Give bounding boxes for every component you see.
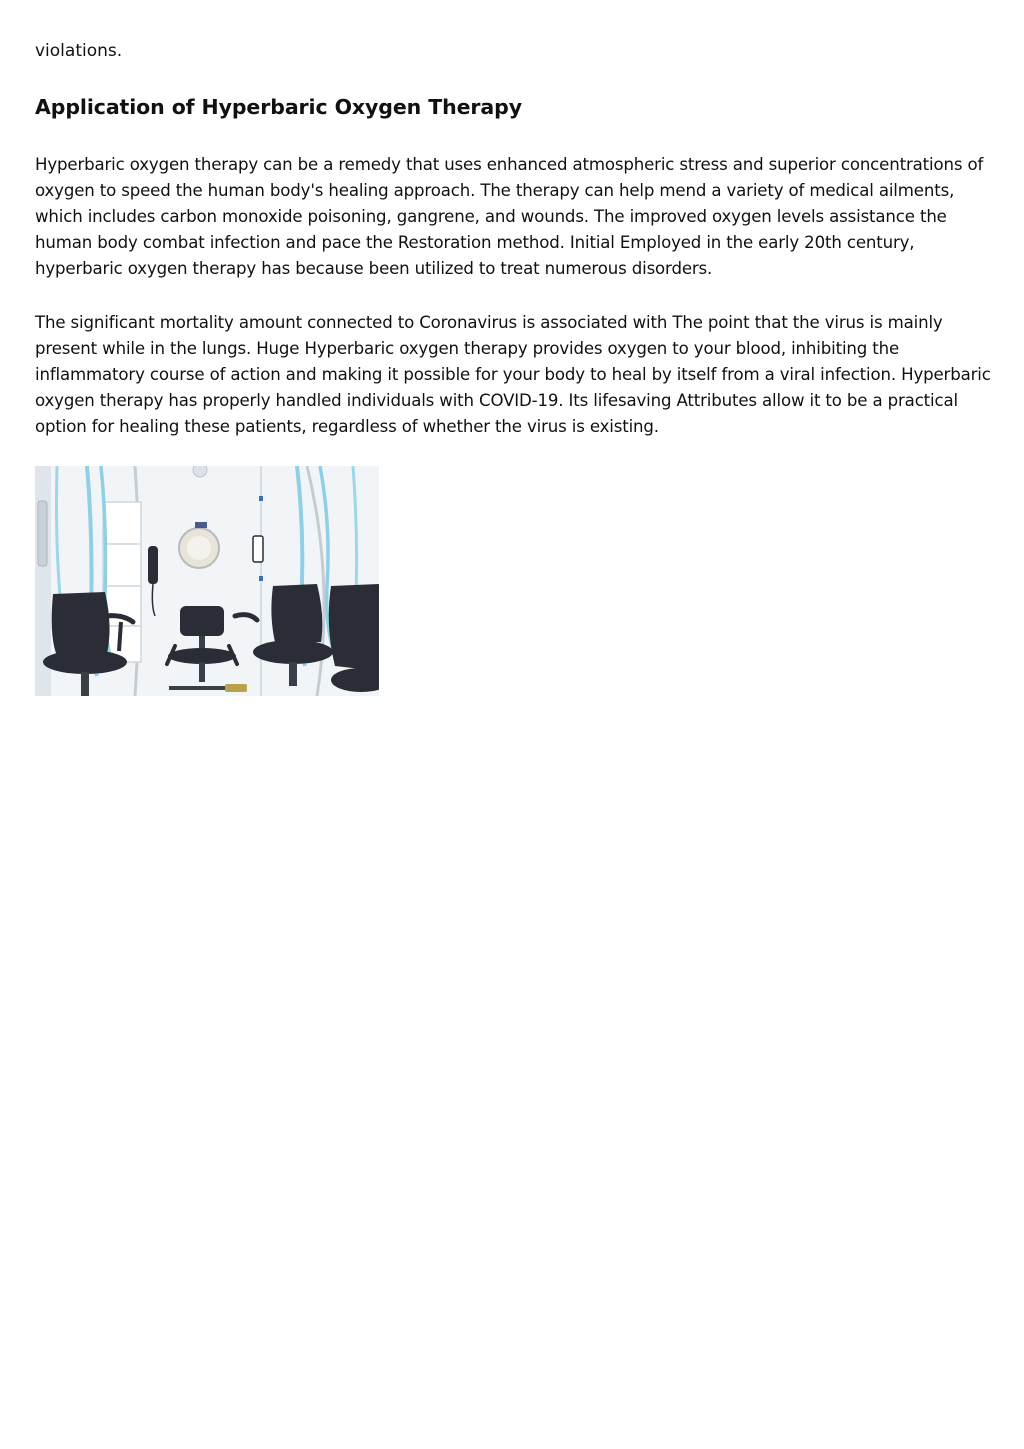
- lead-text: violations.: [35, 41, 123, 61]
- hyperbaric-chamber-photo: [35, 466, 379, 696]
- paragraph-2: The significant mortality amount connected to Coronavirus is associated with The point that the virus is mainly present while in the lungs. Huge Hyperbaric oxygen therapy provides oxygen to your blood, inhibiting the inflammatory course of action and making it possible for your body to heal by itself from a viral infection. Hyperbaric oxygen therapy has properly handled individuals with COVID-19. Its lifesaving Attributes allow it to be a practical option for healing these patients, regardless of whether the virus is existing.: [35, 313, 991, 436]
- chamber-illustration: [35, 466, 379, 696]
- paragraph-1: Hyperbaric oxygen therapy can be a remedy that uses enhanced atmospheric stress and superior concentrations of oxygen to speed the human body's healing approach. The therapy can help mend a variety of medical ailments, which includes carbon monoxide poisoning, gangrene, and wounds. The improved oxygen levels assistance the human body combat infection and pace the Restoration method. Initial Employed in the early 20th century, hyperbaric oxygen therapy has because been utilized to treat numerous disorders.: [35, 155, 984, 278]
- section-heading: Application of Hyperbaric Oxygen Therapy: [35, 95, 522, 119]
